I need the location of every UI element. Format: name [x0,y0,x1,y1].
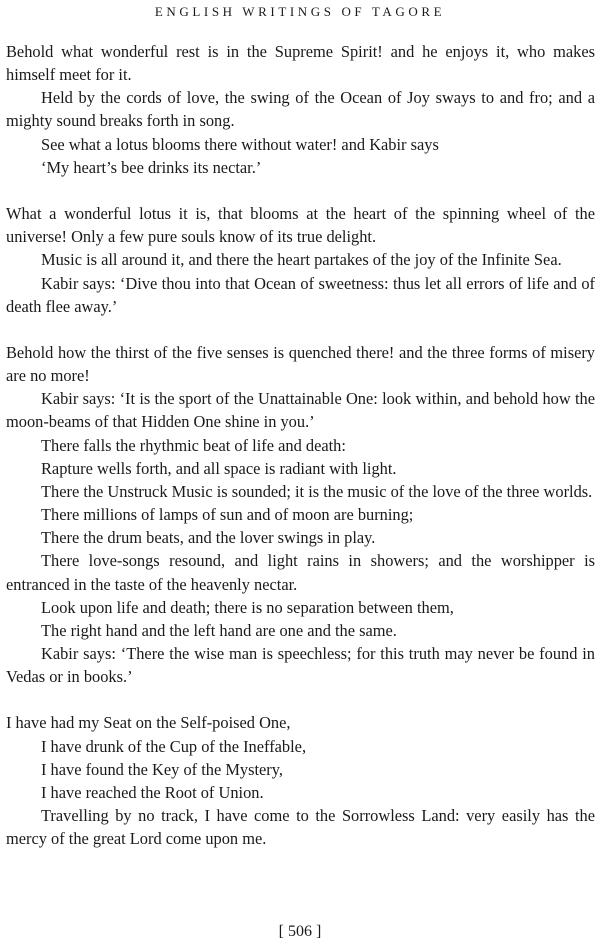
verse-line: I have drunk of the Cup of the Ineffable, [41,736,307,756]
verse-line: There love-songs resound, and light rains in showers; and the worshipper is entranced in the taste of the heavenly nectar. [6,551,595,594]
verse-line: Held by the cords of love, the swing of the Ocean of Joy sways to and fro; and a mighty sound breaks forth in song. [6,88,595,131]
verse-line: I have reached the Root of Union. [41,782,264,802]
verse-line: Behold how the thirst of the five senses is quenched there! and the three forms of misery are no more! [6,343,595,386]
verse-line: Music is all around it, and there the heart partakes of the joy of the Infinite Sea. [41,250,562,270]
verse-line: Rapture wells forth, and all space is radiant with light. [41,458,397,478]
verse-line: Kabir says: ‘Dive thou into that Ocean of sweetness: thus let all errors of life and of death flee away.’ [6,273,595,316]
stanza [6,341,595,688]
page-number: [ 506 ] [278,923,322,940]
verse-line: ‘My heart’s bee drinks its nectar.’ [41,157,262,177]
verse-line: Look upon life and death; there is no separation between them, [41,597,454,617]
verse-line: Kabir says: ‘It is the sport of the Unattainable One: look within, and behold how the moon-beams of that Hidden One shine in you.’ [6,389,595,432]
verse-line: There the Unstruck Music is sounded; it is the music of the love of the three worlds. [41,481,593,501]
verse-line: See what a lotus blooms there without water! and Kabir says [41,134,439,154]
verse-line: What a wonderful lotus it is, that blooms at the heart of the spinning wheel of the universe! Only a few pure souls know of its true delight. [6,204,595,247]
verse-line: There falls the rhythmic beat of life and death: [41,435,346,455]
verse-line: There the drum beats, and the lover swings in play. [41,528,376,548]
stanza [6,202,595,318]
running-head: ENGLISH WRITINGS OF TAGORE [154,4,446,19]
verse-line: There millions of lamps of sun and of moon are burning; [41,505,414,525]
verse-line: The right hand and the left hand are one and the same. [41,620,397,640]
verse-line: I have found the Key of the Mystery, [41,759,283,779]
stanza [6,711,595,850]
verse-line: Behold what wonderful rest is in the Supreme Spirit! and he enjoys it, who makes himself meet for it. [6,42,595,85]
verse-line: I have had my Seat on the Self-poised One, [6,713,291,733]
stanza [6,40,595,179]
verse-line: Kabir says: ‘There the wise man is speechless; for this truth may never be found in Vedas or in books.’ [6,644,595,687]
verse-line: Travelling by no track, I have come to the Sorrowless Land: very easily has the mercy of the great Lord come upon me. [6,806,595,849]
page-body [6,40,595,850]
